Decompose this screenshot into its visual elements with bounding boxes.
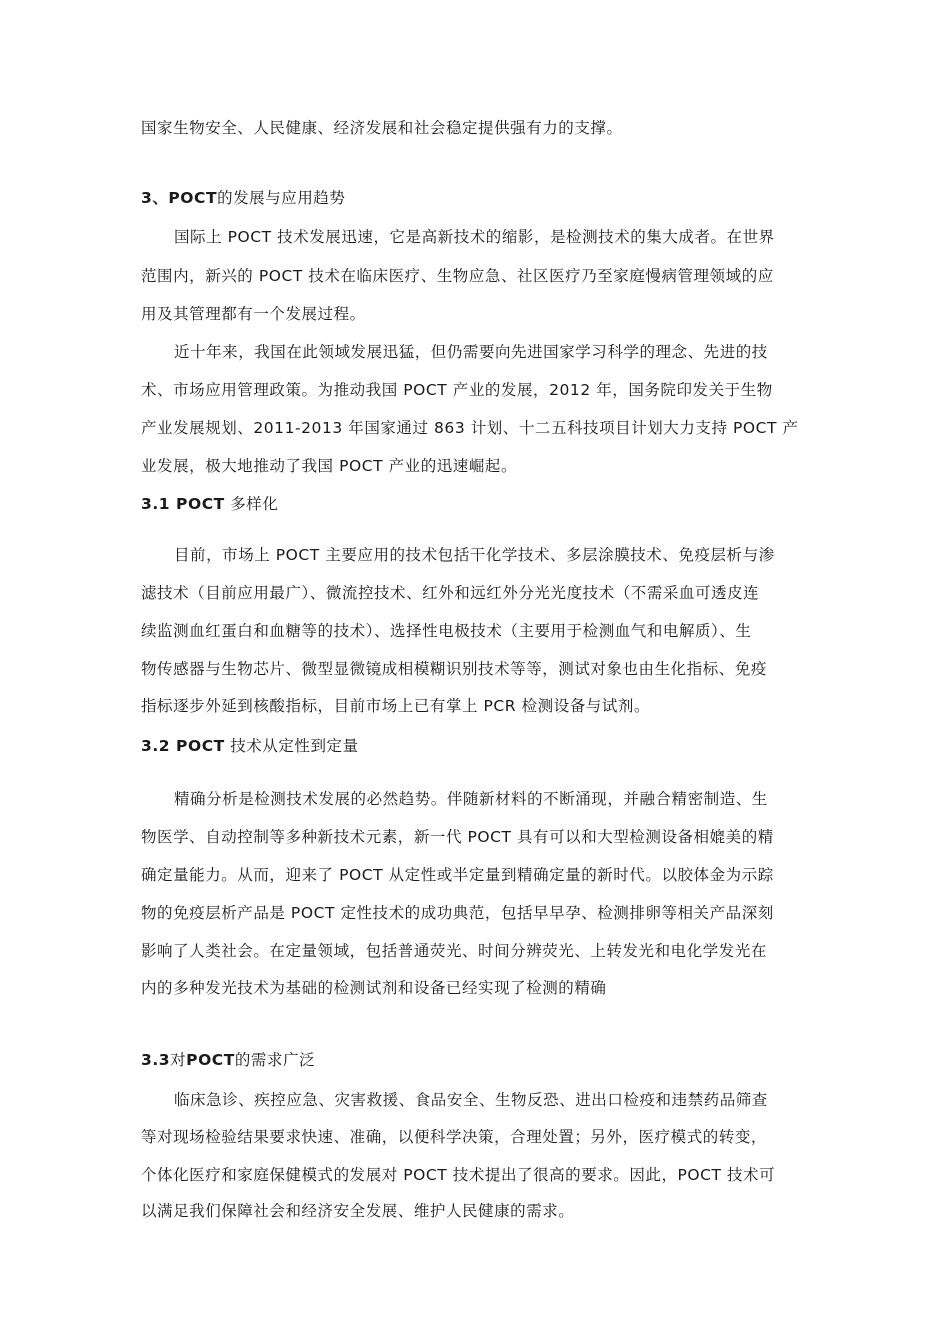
paragraph-line: 续监测血红蛋白和血糖等的技术）、选择性电极技术（主要用于检测血气和电解质）、生 (141, 622, 752, 640)
paragraph-line: 产业发展规划、2011-2013 年国家通过 863 计划、十二五科技项目计划大力支持 POCT 产 (141, 419, 799, 437)
paragraph-line: 范围内，新兴的 POCT 技术在临床医疗、生物应急、社区医疗乃至家庭慢病管理领域的应 (141, 267, 774, 285)
section-3-3-title-bold: POCT (186, 1051, 235, 1069)
paragraph-line: 用及其管理都有一个发展过程。 (141, 305, 366, 323)
paragraph-line: 物的免疫层析产品是 POCT 定性技术的成功典范，包括早早孕、检测排卵等相关产品深刻 (141, 904, 774, 922)
section-3-2-title: 技术从定性到定量 (230, 737, 359, 755)
section-3-2-number: 3.2 POCT (141, 737, 225, 755)
paragraph-line: 近十年来，我国在此领域发展迅猛，但仍需要向先进国家学习科学的理念、先进的技 (174, 343, 768, 361)
paragraph-line: 精确分析是检测技术发展的必然趋势。伴随新材料的不断涌现，并融合精密制造、生 (174, 790, 768, 808)
section-3-2-heading (141, 735, 811, 757)
section-3-1-title: 多样化 (230, 495, 279, 513)
section-3-1-number: 3.1 POCT (141, 495, 225, 513)
section-3-3-heading (141, 1049, 811, 1071)
section-3-heading (141, 187, 811, 209)
paragraph-line: 物传感器与生物芯片、微型显微镜成相模糊识别技术等等，测试对象也由生化指标、免疫 (141, 660, 767, 678)
paragraph-line: 等对现场检验结果要求快速、准确，以便科学决策，合理处置；另外，医疗模式的转变， (141, 1128, 767, 1146)
section-3-3-title-pre: 对 (170, 1051, 187, 1069)
paragraph-line: 物医学、自动控制等多种新技术元素，新一代 POCT 具有可以和大型检测设备相媲美的精 (141, 828, 774, 846)
section-3-3-number: 3.3 (141, 1051, 171, 1069)
paragraph-line: 目前，市场上 POCT 主要应用的技术包括干化学技术、多层涂膜技术、免疫层析与渗 (174, 546, 775, 564)
intro-tail-text: 国家生物安全、人民健康、经济发展和社会稳定提供强有力的支撑。 (141, 119, 623, 137)
paragraph-line: 影响了人类社会。在定量领域，包括普通荧光、时间分辨荧光、上转发光和电化学发光在 (141, 942, 767, 960)
paragraph-line: 确定量能力。从而，迎来了 POCT 从定性或半定量到精确定量的新时代。以胶体金为示踪 (141, 866, 774, 884)
section-3-title: 的发展与应用趋势 (217, 189, 346, 207)
paragraph-line: 个体化医疗和家庭保健模式的发展对 POCT 技术提出了很高的要求。因此，POCT 技术可 (141, 1166, 776, 1184)
paragraph-line: 滤技术（目前应用最广）、微流控技术、红外和远红外分光光度技术（不需采血可透皮连 (141, 584, 760, 602)
paragraph-line: 术、市场应用管理政策。为推动我国 POCT 产业的发展，2012 年，国务院印发关于生物 (141, 381, 773, 399)
paragraph-line: 以满足我们保障社会和经济安全发展、维护人民健康的需求。 (141, 1202, 575, 1220)
section-3-number: 3、POCT (141, 189, 218, 207)
paragraph-line: 内的多种发光技术为基础的检测试剂和设备已经实现了检测的精确 (141, 979, 607, 997)
paragraph-line: 国际上 POCT 技术发展迅速，它是高新技术的缩影，是检测技术的集大成者。在世界 (174, 228, 775, 246)
paragraph-line: 指标逐步外延到核酸指标，目前市场上已有掌上 PCR 检测设备与试剂。 (141, 697, 650, 715)
paragraph-line: 业发展，极大地推动了我国 POCT 产业的迅速崛起。 (141, 457, 517, 475)
section-3-3-title-post: 的需求广泛 (234, 1051, 316, 1069)
paragraph-line: 临床急诊、疾控应急、灾害救援、食品安全、生物反恐、进出口检疫和违禁药品筛查 (174, 1091, 768, 1109)
section-3-1-heading (141, 493, 811, 515)
